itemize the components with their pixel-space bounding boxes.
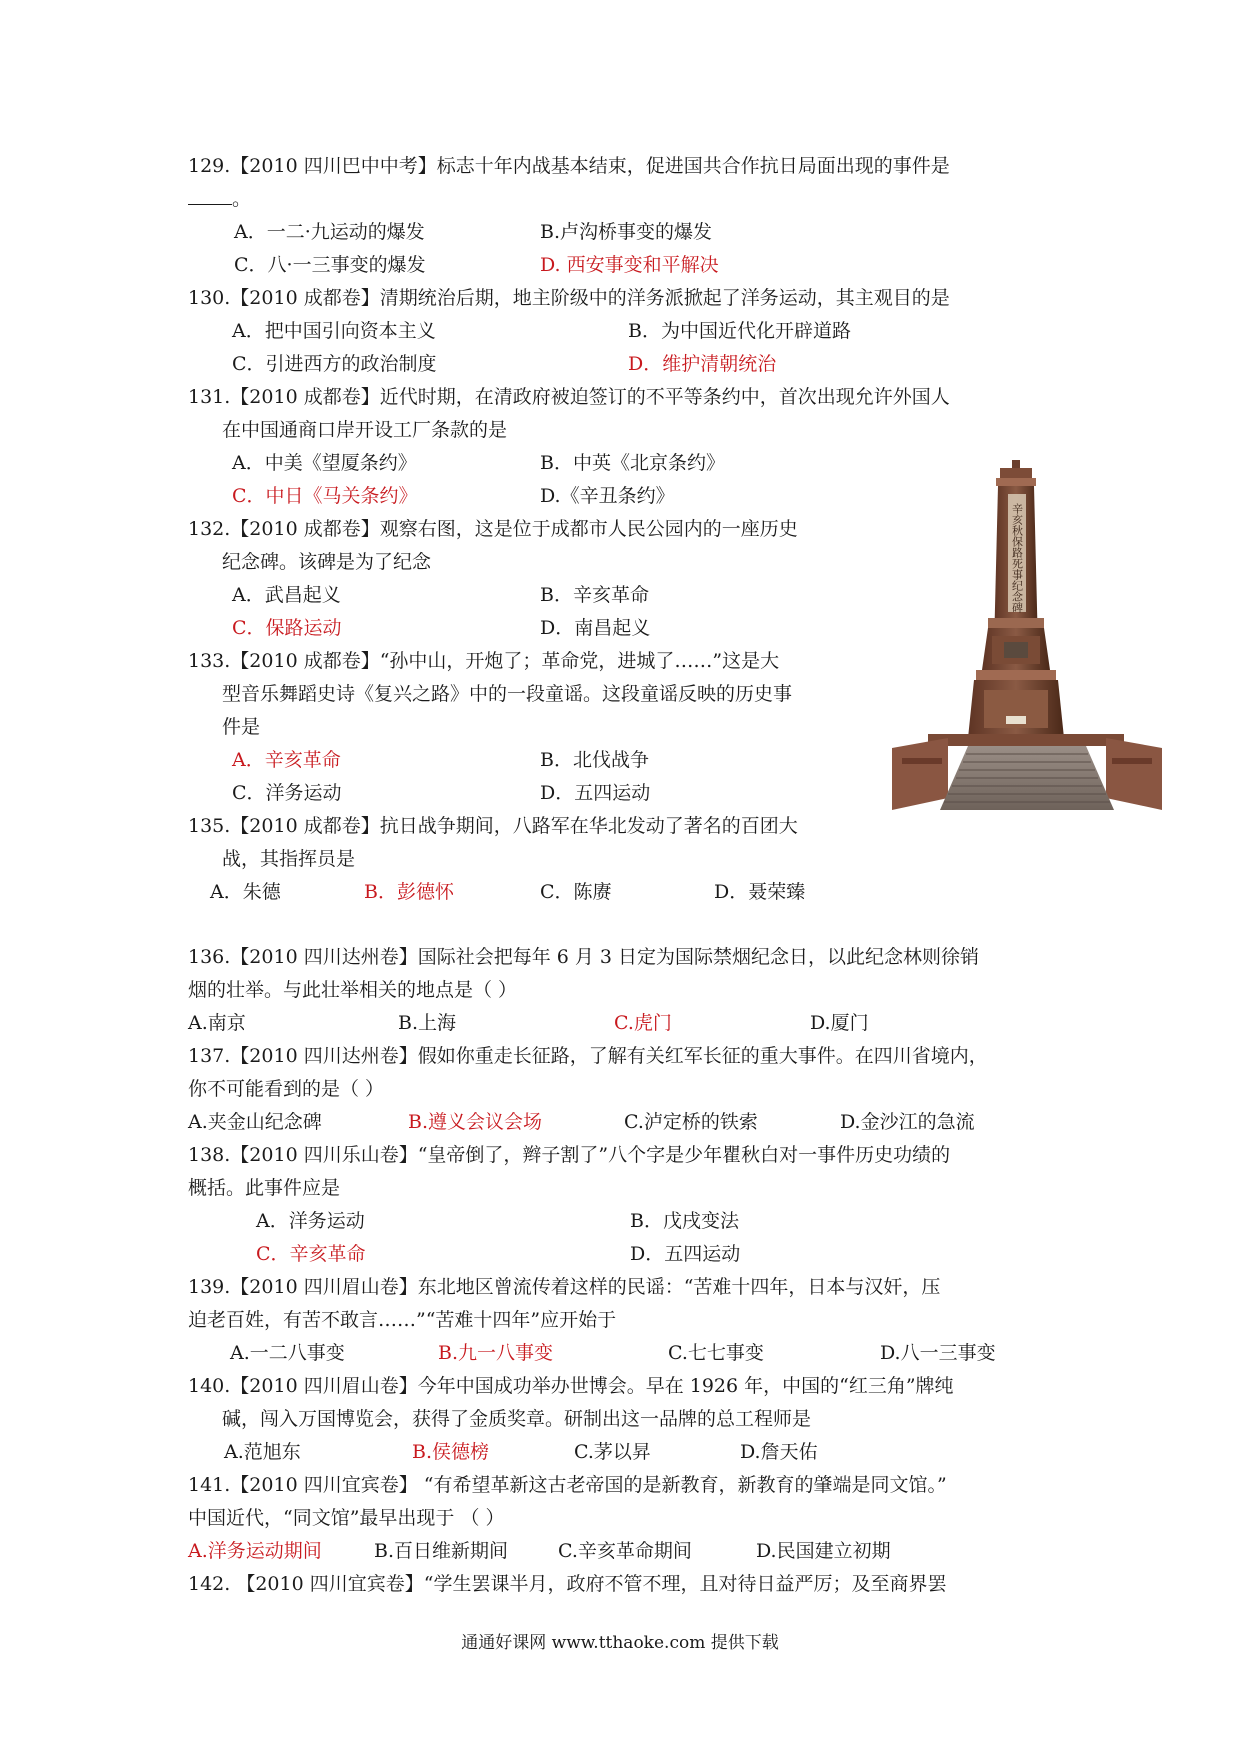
q137-stem-cont: 你不可能看到的是（ ） bbox=[188, 1078, 385, 1100]
q139-option-b-answer: B.九一八事变 bbox=[438, 1342, 554, 1364]
page-footer: 通通好课网 www.tthaoke.com 提供下载 bbox=[461, 1633, 779, 1653]
q135-stem: 135.【2010 成都卷】抗日战争期间，八路军在华北发动了著名的百团大 bbox=[188, 815, 798, 837]
q131-option-a: A．中美《望厦条约》 bbox=[232, 452, 417, 474]
q136-option-c-answer: C.虎门 bbox=[614, 1012, 672, 1034]
q132-option-b: B．辛亥革命 bbox=[540, 584, 649, 606]
q133-option-b: B．北伐战争 bbox=[540, 749, 649, 771]
q141-stem: 141.【2010 四川宜宾卷】 “有希望革新这古老帝国的是新教育，新教育的肇端是同文馆。” bbox=[188, 1474, 947, 1496]
q137-option-a: A.夹金山纪念碑 bbox=[188, 1111, 322, 1133]
q129-option-c: C．八·一三事变的爆发 bbox=[234, 254, 426, 276]
q132-stem-cont: 纪念碑。该碑是为了纪念 bbox=[222, 551, 432, 573]
q129-option-d-answer: D. 西安事变和平解决 bbox=[540, 254, 719, 276]
q129-stem: 129.【2010 四川巴中中考】标志十年内战基本结束，促进国共合作抗日局面出现的事件是 bbox=[188, 155, 950, 177]
q138-option-c-answer: C．辛亥革命 bbox=[256, 1243, 366, 1265]
q133-stem: 133.【2010 成都卷】“孙中山，开炮了；革命党，进城了……”这是大 bbox=[188, 650, 780, 672]
q133-option-c: C．洋务运动 bbox=[232, 782, 342, 804]
q136-option-a: A.南京 bbox=[188, 1012, 246, 1034]
q139-stem: 139.【2010 四川眉山卷】东北地区曾流传着这样的民谣：“苦难十四年，日本与汉奸，压 bbox=[188, 1276, 941, 1298]
q140-stem: 140.【2010 四川眉山卷】今年中国成功举办世博会。早在 1926 年，中国的“红三角”牌纯 bbox=[188, 1375, 954, 1397]
q129-option-a: A．一二·九运动的爆发 bbox=[234, 221, 425, 243]
q138-stem-cont: 概括。此事件应是 bbox=[188, 1177, 341, 1199]
q132-option-c-answer: C．保路运动 bbox=[232, 617, 342, 639]
q140-stem-cont: 碱，闯入万国博览会，获得了金质奖章。研制出这一品牌的总工程师是 bbox=[222, 1408, 812, 1430]
q141-option-a-answer: A.洋务运动期间 bbox=[188, 1540, 322, 1562]
q131-stem: 131.【2010 成都卷】近代时期，在清政府被迫签订的不平等条约中，首次出现允许外国人 bbox=[188, 386, 950, 408]
q139-option-c: C.七七事变 bbox=[668, 1342, 764, 1364]
q137-stem: 137.【2010 四川达州卷】假如你重走长征路，了解有关红军长征的重大事件。在四川省境内， bbox=[188, 1045, 988, 1067]
q130-stem: 130.【2010 成都卷】清期统治后期，地主阶级中的洋务派掀起了洋务运动，其主观目的是 bbox=[188, 287, 950, 309]
q130-option-d-answer: D．维护清朝统治 bbox=[628, 353, 777, 375]
q141-stem-cont: 中国近代，“同文馆”最早出现于 （ ） bbox=[188, 1507, 505, 1529]
q135-option-d: D．聂荣臻 bbox=[714, 881, 806, 903]
q133-option-d: D．五四运动 bbox=[540, 782, 651, 804]
q140-option-a: A.范旭东 bbox=[224, 1441, 301, 1463]
q139-option-d: D.八一三事变 bbox=[880, 1342, 996, 1364]
q132-option-a: A．武昌起义 bbox=[232, 584, 341, 606]
q132-stem: 132.【2010 成都卷】观察右图，这是位于成都市人民公园内的一座历史 bbox=[188, 518, 798, 540]
q141-option-c: C.辛亥革命期间 bbox=[558, 1540, 692, 1562]
q136-option-b: B.上海 bbox=[398, 1012, 457, 1034]
q139-stem-cont: 迫老百姓，有苦不敢言……”“苦难十四年”应开始于 bbox=[188, 1309, 617, 1331]
q130-option-a: A．把中国引向资本主义 bbox=[232, 320, 436, 342]
q130-option-c: C．引进西方的政治制度 bbox=[232, 353, 437, 375]
q136-stem-cont: 烟的壮举。与此壮举相关的地点是（ ） bbox=[188, 979, 518, 1001]
q130-option-b: B．为中国近代化开辟道路 bbox=[628, 320, 851, 342]
q131-stem-cont: 在中国通商口岸开设工厂条款的是 bbox=[222, 419, 508, 441]
q135-option-a: A．朱德 bbox=[210, 881, 281, 903]
q129-stem-cont bbox=[188, 185, 251, 213]
q138-option-d: D．五四运动 bbox=[630, 1243, 741, 1265]
monument-inscription: 辛亥秋保路死事纪念碑 bbox=[1010, 503, 1024, 613]
q142-stem: 142. 【2010 四川宜宾卷】“学生罢课半月，政府不管不理，且对待日益严厉；及至商界罢 bbox=[188, 1573, 947, 1595]
q137-option-d: D.金沙江的急流 bbox=[840, 1111, 975, 1133]
q139-option-a: A.一二八事变 bbox=[230, 1342, 345, 1364]
q135-stem-cont: 战，其指挥员是 bbox=[222, 848, 356, 870]
q141-option-d: D.民国建立初期 bbox=[756, 1540, 891, 1562]
memorial-monument-image bbox=[888, 458, 1166, 822]
q140-option-c: C.茅以昇 bbox=[574, 1441, 651, 1463]
q131-option-d: D.《辛丑条约》 bbox=[540, 485, 675, 507]
q136-option-d: D.厦门 bbox=[810, 1012, 869, 1034]
q133-stem-cont: 型音乐舞蹈史诗《复兴之路》中的一段童谣。这段童谣反映的历史事 bbox=[222, 683, 793, 705]
q136-stem: 136.【2010 四川达州卷】国际社会把每年 6 月 3 日定为国际禁烟纪念日，以此纪念林则徐销 bbox=[188, 946, 980, 968]
q133-stem-cont2: 件是 bbox=[222, 716, 261, 738]
q137-option-c: C.泸定桥的铁索 bbox=[624, 1111, 758, 1133]
q138-stem: 138.【2010 四川乐山卷】“皇帝倒了，辫子割了”八个字是少年瞿秋白对一事件历史功绩的 bbox=[188, 1144, 951, 1166]
q140-option-d: D.詹天佑 bbox=[740, 1441, 818, 1463]
q131-option-b: B．中英《北京条约》 bbox=[540, 452, 725, 474]
q131-option-c-answer: C．中日《马关条约》 bbox=[232, 485, 418, 507]
q133-option-a-answer: A．辛亥革命 bbox=[232, 749, 341, 771]
q138-option-a: A．洋务运动 bbox=[256, 1210, 365, 1232]
q129-option-b: B.卢沟桥事变的爆发 bbox=[540, 221, 713, 243]
q137-option-b-answer: B.遵义会议会场 bbox=[408, 1111, 543, 1133]
q141-option-b: B.百日维新期间 bbox=[374, 1540, 509, 1562]
q129-stem-end: 。 bbox=[232, 188, 252, 210]
q138-option-b: B．戊戌变法 bbox=[630, 1210, 739, 1232]
q132-option-d: D．南昌起义 bbox=[540, 617, 651, 639]
q135-option-b-answer: B．彭德怀 bbox=[364, 881, 454, 903]
answer-blank bbox=[188, 186, 232, 205]
q135-option-c: C．陈赓 bbox=[540, 881, 612, 903]
q140-option-b-answer: B.侯德榜 bbox=[412, 1441, 490, 1463]
